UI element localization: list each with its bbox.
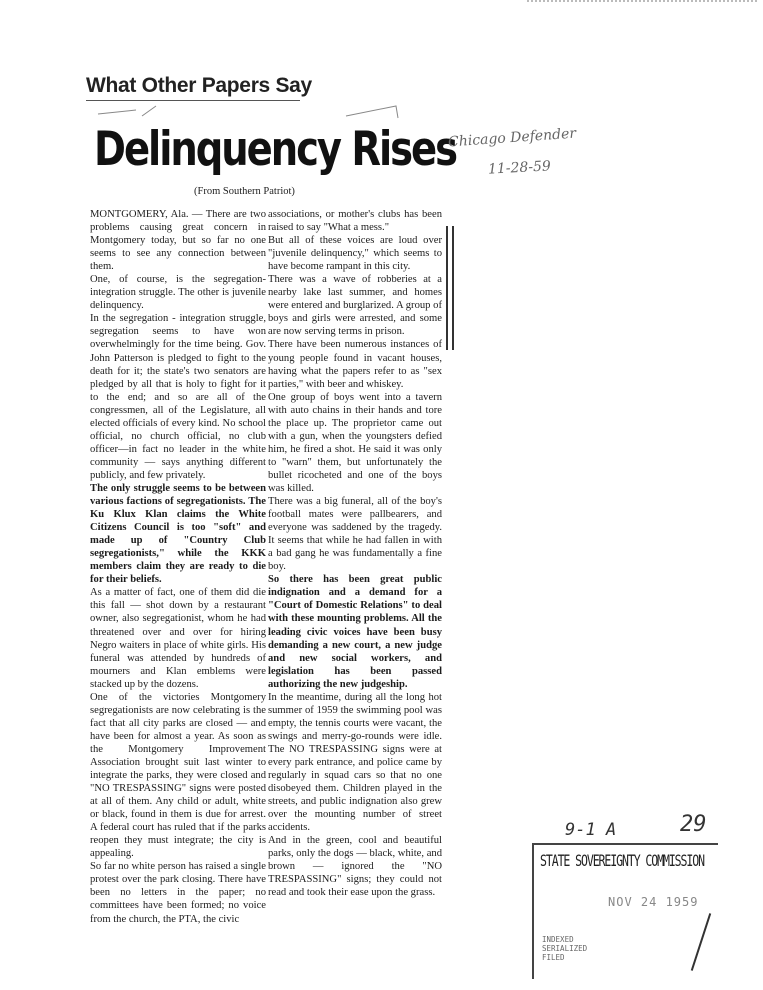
stamp-date: NOV 24 1959: [608, 895, 699, 909]
stamp-status-line: INDEXED: [542, 935, 574, 944]
stamp-title: STATE SOVEREIGNTY COMMISSION: [540, 851, 704, 870]
pen-scribble-mark: [96, 104, 416, 120]
article-paragraph: As a matter of fact, one of them did die this fall — shot down by a restaurant owner, also segregationist, whom he had threatened over and over for hiring Negro waiters in place of white girls. His funeral was attended by hundreds of mourners and Klan emblems were stacked up by the dozens.: [90, 587, 266, 690]
handwritten-note-line: Chicago Defender: [447, 125, 577, 151]
article-paragraph: associations, or mother's clubs has been raised to say "What a mess.": [268, 209, 442, 234]
article-paragraph: In the meantime, during all the long hot summer of 1959 the swimming pool was empty, the tennis courts were vacant, the swings and merry-go-rounds were idle. The NO TRESPASSING signs were at every park entrance, and police came by regularly in squad cars so that no one disobeyed them. Children played in the streets, and public indignation also grew over the mounting number of street accidents.: [268, 691, 442, 834]
page-mark-left: 9-1 A: [565, 820, 617, 840]
scan-edge-dots: [527, 0, 757, 6]
stamp-status-line: SERIALIZED: [542, 944, 588, 953]
stamp-status-line: FILED: [542, 953, 565, 962]
section-label: What Other Papers Say: [86, 74, 312, 97]
commission-stamp: [532, 843, 718, 979]
article-paragraph: In the segregation - integration struggle, segregation seems to have won overwhelmingly for the time being. Gov. John Patterson is pledged to fight to the death for it; the state's two senators are pledged by all that is holy to fight for it to the end; and so are all of the congressmen, all of the Legislature, all elected officials of every kind. No school official, no church official, no club officer—in fact no leader in the white community — says anything different publicly, and few privately.: [90, 313, 266, 481]
page-mark-right: 29: [680, 812, 707, 837]
margin-bracket-mark: [446, 226, 454, 350]
source-credit: (From Southern Patriot): [194, 186, 295, 197]
section-rule: [86, 100, 300, 101]
article-paragraph: There was a wave of robberies at a nearby lake last summer, and homes were entered and burglarized. A group of boys and girls were arrested, and some are now serving terms in prison.: [268, 274, 442, 338]
article-paragraph: And in the green, cool and beautiful parks, only the dogs — black, white, and brown — ignored the "NO TRESPASSING" signs; they could not read and took their ease upon the grass.: [268, 835, 442, 899]
stamp-status-lines: [542, 935, 587, 962]
article-paragraph: So there has been great public indignation and a demand for a "Court of Domestic Relations" to deal with these mounting problems. All the leading civic voices have been busy demanding a new court, a new judge and new social workers, and legislation has been passed authorizing the new judgeship.: [268, 574, 442, 690]
article-paragraph: So far no white person has raised a single protest over the park closing. There have been no letters in the paper; no committees have been formed; no voice from the church, the PTA, the civic: [90, 861, 266, 925]
article-paragraph: The only struggle seems to be between various factions of segregationists. The Ku Klux Klan claims the White Citizens Council is too "soft" and made up of "Country Club segregationists," while the KKK members claim they are ready to die for their beliefs.: [90, 482, 266, 586]
article-column-right: [268, 208, 442, 899]
article-paragraph: There have been numerous instances of young people found in vacant houses, having what the papers refer to as "sex parties," with beer and whiskey.: [268, 339, 442, 390]
headline: Delinquency Rises: [94, 122, 457, 177]
article-paragraph: There was a big funeral, all of the boy's football mates were pallbearers, and everyone was saddened by the tragedy. It seems that while he had fallen in with a bad gang he was fundamentally a fine boy.: [268, 496, 442, 573]
handwritten-note-line: 11-28-59: [487, 158, 552, 178]
article-paragraph: MONTGOMERY, Ala. — There are two problems causing great concern in Montgomery today, but so far no one seems to see any connection between them.: [90, 209, 266, 273]
article-paragraph: But all of these voices are loud over "juvenile delinquency," which seems to have become rampant in this city.: [268, 235, 442, 273]
article-paragraph: One of the victories Montgomery segregationists are now celebrating is the fact that all city parks are closed — and have been for almost a year. As soon as the Montgomery Improvement Association brought suit last winter to integrate the parks, they were closed and "NO TRESPASSING" signs were posted at all of them. Any child or adult, white or black, found in them is due for arrest. A federal court has ruled that if the parks reopen they must integrate; the city is appealing.: [90, 691, 266, 860]
article-paragraph: One, of course, is the segregation-integration struggle. The other is juvenile delinquency.: [90, 274, 266, 312]
article-column-left: [90, 208, 266, 926]
article-paragraph: One group of boys went into a tavern with auto chains in their hands and tore the place up. The proprietor came out with a gun, when the youngsters defied him, he fired a shot. He said it was only to "warn" them, but unfortunately the bullet ricocheted and one of the boys was killed.: [268, 391, 442, 494]
